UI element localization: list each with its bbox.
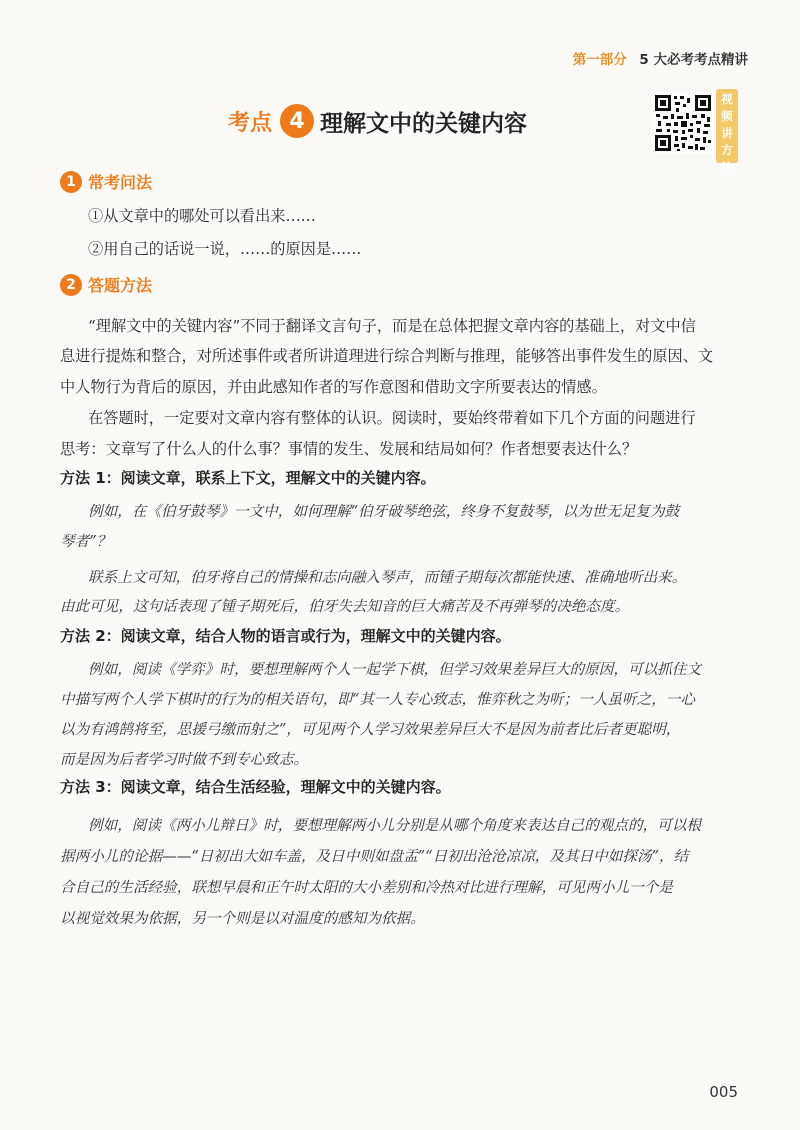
example-line: 以为有鸿鹄将至，思援弓缴而射之”，可见两个人学习效果差异巨大不是因为前者比后者更聪明， [60, 721, 681, 738]
paragraph-line: 思考：文章写了什么人的什么事？事情的发生、发展和结局如何？作者想要表达什么？ [60, 440, 638, 458]
paragraph-line: “理解文中的关键内容”不同于翻译文言句子，而是在总体把握文章内容的基础上，对文中信 [88, 317, 696, 335]
qr-code-icon[interactable] [652, 92, 714, 154]
question-item: ①从文章中的哪处可以看出来…… [88, 207, 316, 225]
section-number-badge: 2 [60, 274, 82, 296]
example-line: 例如，阅读《两小儿辩日》时，要想理解两小儿分别是从哪个角度来表达自己的观点的，可以根 [88, 817, 701, 834]
example-line: 据两小儿的论据——“日初出大如车盖，及日中则如盘盂”“日初出沧沧凉凉，及其日中如探汤”，结 [60, 848, 689, 865]
section-number-badge: 1 [60, 171, 82, 193]
running-header [573, 48, 748, 68]
title-prefix: 考点 [228, 110, 273, 136]
method-2-title: 方法 2：阅读文章，结合人物的语言或行为，理解文中的关键内容。 [60, 627, 511, 645]
paragraph-line: 息进行提炼和整合，对所述事件或者所讲道理进行综合判断与推理，能够答出事件发生的原因、文 [60, 347, 714, 365]
example-line: 合自己的生活经验，联想早晨和正午时太阳的大小差别和冷热对比进行理解，可见两小儿一个是 [60, 879, 673, 896]
title-number-badge: 4 [280, 104, 314, 138]
example-line: 例如，在《伯牙鼓琴》一文中，如何理解“伯牙破琴绝弦，终身不复鼓琴，以为世无足复为鼓 [88, 503, 680, 520]
page-number: 005 [709, 1083, 738, 1101]
method-3-title: 方法 3：阅读文章，结合生活经验，理解文中的关键内容。 [60, 778, 451, 796]
header-section: 5 大必考考点精讲 [639, 52, 748, 68]
example-line: 联系上文可知，伯牙将自己的情操和志向融入琴声，而锺子期每次都能快速、准确地听出来。 [88, 569, 687, 586]
header-part: 第一部分 [572, 52, 627, 68]
title-text: 理解文中的关键内容 [320, 110, 528, 137]
section-heading-text: 答题方法 [88, 276, 153, 295]
paragraph-line: 在答题时，一定要对文章内容有整体的认识。阅读时，要始终带着如下几个方面的问题进行 [88, 409, 696, 427]
video-method-tag: 视频讲方法 [716, 89, 738, 163]
page-title [228, 104, 527, 138]
example-line: 琴者”？ [60, 533, 112, 550]
example-line: 中描写两个人学下棋时的行为的相关语句，即“其一人专心致志，惟弈秋之为听；一人虽听之，一心 [60, 691, 695, 708]
question-item: ②用自己的话说一说，……的原因是…… [88, 240, 362, 258]
section-heading-text: 常考问法 [88, 173, 153, 192]
paragraph-line: 中人物行为背后的原因，并由此感知作者的写作意图和借助文字所要表达的情感。 [60, 378, 607, 396]
section-heading-2 [60, 273, 152, 296]
section-heading-1 [60, 170, 152, 193]
example-line: 例如，阅读《学弈》时，要想理解两个人一起学下棋，但学习效果差异巨大的原因，可以抓住文 [88, 661, 701, 678]
example-line: 以视觉效果为依据，另一个则是以对温度的感知为依据。 [60, 910, 425, 927]
example-line: 由此可见，这句话表现了锺子期死后，伯牙失去知音的巨大痛苦及不再弹琴的决绝态度。 [60, 598, 630, 615]
example-line: 而是因为后者学习时做不到专心致志。 [60, 751, 309, 768]
method-1-title: 方法 1：阅读文章，联系上下文，理解文中的关键内容。 [60, 469, 436, 487]
